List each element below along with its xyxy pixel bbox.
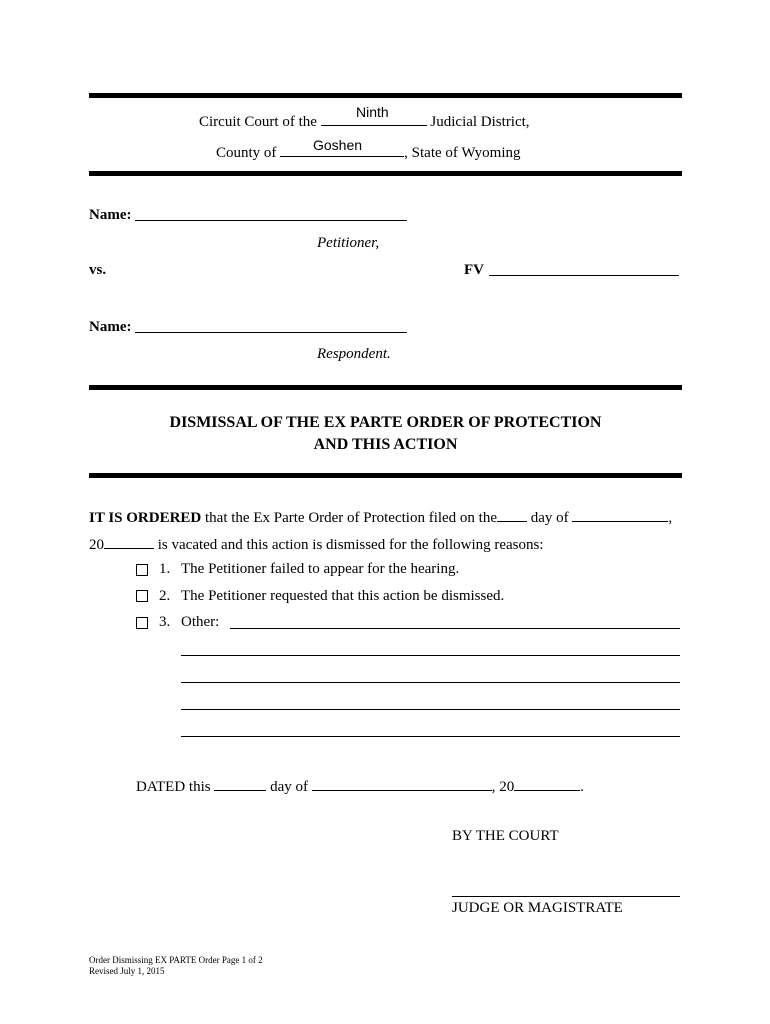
top-rule bbox=[89, 93, 682, 98]
respondent-role: Respondent. bbox=[317, 346, 391, 362]
dated-month-field[interactable] bbox=[312, 776, 492, 791]
filed-year-field[interactable] bbox=[104, 534, 154, 549]
document-title-line2: AND THIS ACTION bbox=[313, 436, 458, 453]
reason-2-text: The Petitioner requested that this action be dismissed. bbox=[181, 588, 505, 604]
respondent-name-label: Name: bbox=[89, 319, 132, 335]
petitioner-name-label: Name: bbox=[89, 207, 132, 223]
reason-3-number: 3. bbox=[159, 614, 171, 630]
other-reason-line[interactable] bbox=[181, 655, 680, 656]
year-prefix: 20 bbox=[89, 537, 104, 553]
ordered-line: IT IS ORDERED that the Ex Parte Order of Protection filed on the day of , bbox=[89, 507, 672, 527]
filed-day-field[interactable] bbox=[497, 507, 527, 522]
county-suffix: , State of Wyoming bbox=[404, 145, 521, 161]
reason-2-checkbox[interactable] bbox=[136, 590, 148, 602]
petitioner-name-field[interactable] bbox=[135, 220, 407, 221]
county-value[interactable]: Goshen bbox=[313, 137, 363, 153]
judge-label: JUDGE OR MAGISTRATE bbox=[452, 900, 623, 916]
case-number-field[interactable] bbox=[489, 275, 679, 276]
petitioner-role: Petitioner, bbox=[317, 235, 380, 251]
judge-signature-line[interactable] bbox=[452, 896, 680, 897]
dated-year-field[interactable] bbox=[514, 776, 580, 791]
dated-line: DATED this day of , 20 . bbox=[136, 776, 584, 796]
county-line bbox=[216, 142, 520, 162]
other-reason-line[interactable] bbox=[181, 682, 680, 683]
header-bottom-rule bbox=[89, 171, 682, 176]
caption-bottom-rule bbox=[89, 385, 682, 390]
dated-day-of: day of bbox=[270, 779, 308, 795]
dated-day-field[interactable] bbox=[214, 776, 266, 791]
reason-3-text: Other: bbox=[181, 614, 220, 630]
filed-month-field[interactable] bbox=[572, 507, 668, 522]
ordered-text: that the Ex Parte Order of Protection filed on the bbox=[205, 510, 498, 526]
document-title-line1: DISMISSAL OF THE EX PARTE ORDER OF PROTECTION bbox=[169, 414, 602, 431]
reason-1-checkbox[interactable] bbox=[136, 564, 148, 576]
court-prefix: Circuit Court of the bbox=[199, 114, 317, 130]
title-bottom-rule bbox=[89, 473, 682, 478]
reason-1-number: 1. bbox=[159, 561, 171, 577]
court-suffix: Judicial District, bbox=[430, 114, 530, 130]
other-reason-line[interactable] bbox=[181, 736, 680, 737]
reason-1-text: The Petitioner failed to appear for the hearing. bbox=[181, 561, 460, 577]
vacated-line bbox=[89, 534, 544, 554]
by-the-court: BY THE COURT bbox=[452, 828, 559, 844]
respondent-name-field[interactable] bbox=[135, 332, 407, 333]
vacated-text: is vacated and this action is dismissed for the following reasons: bbox=[157, 537, 544, 553]
county-prefix: County of bbox=[216, 145, 277, 161]
reason-3-checkbox[interactable] bbox=[136, 617, 148, 629]
ordered-bold: IT IS ORDERED bbox=[89, 510, 202, 526]
district-value[interactable]: Ninth bbox=[356, 104, 389, 120]
dated-this: DATED this bbox=[136, 779, 211, 795]
case-label: FV bbox=[464, 262, 484, 278]
reason-2-number: 2. bbox=[159, 588, 171, 604]
dated-year-prefix: , 20 bbox=[491, 779, 515, 795]
ordered-day-of: day of bbox=[530, 510, 569, 526]
vs-label: vs. bbox=[89, 262, 107, 278]
other-reason-line[interactable] bbox=[230, 628, 680, 629]
footer-line2: Revised July 1, 2015 bbox=[89, 966, 165, 976]
other-reason-line[interactable] bbox=[181, 709, 680, 710]
footer-line1: Order Dismissing EX PARTE Order Page 1 of 2 bbox=[89, 955, 263, 965]
